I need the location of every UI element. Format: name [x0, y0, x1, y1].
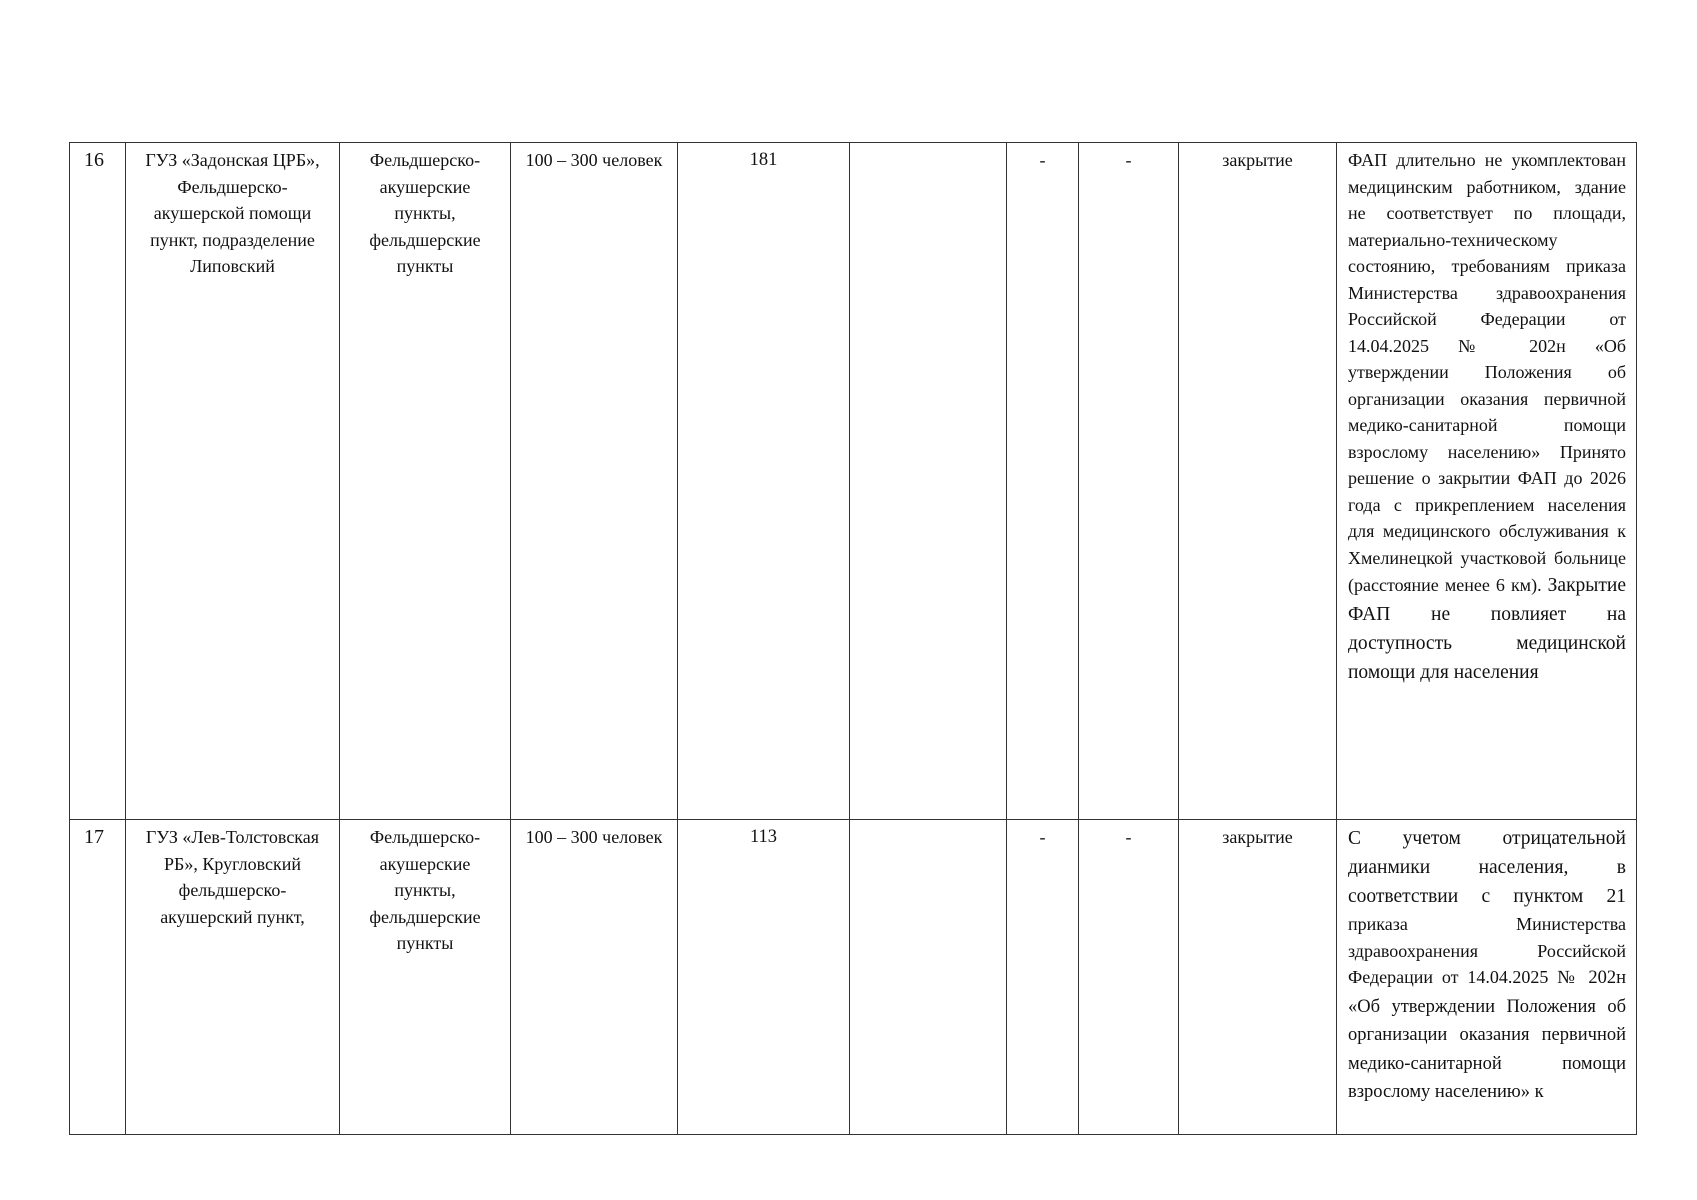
row-number: 16 [70, 143, 126, 820]
table-row [70, 820, 1637, 1135]
empty-cell [850, 143, 1007, 820]
organization-cell: ГУЗ «Лев-Толстовская РБ», Кругловский фельдшерско-акушерский пункт, [126, 820, 340, 1135]
facility-type-cell: Фельдшерско-акушерские пункты, фельдшерские пункты [340, 820, 511, 1135]
population-cell: 181 [678, 143, 850, 820]
note-text-conclusion: Закрытие ФАП не повлияет на доступность медицинской помощи для населения [1348, 575, 1627, 683]
action-cell: закрытие [1179, 143, 1337, 820]
population-range-cell: 100 – 300 человек [511, 143, 678, 820]
note-text: С учетом отрицательной дианмики населения, в соответствии с пунктом 21 [1348, 828, 1626, 907]
row-number: 17 [70, 820, 126, 1135]
dash-cell: - [1007, 820, 1079, 1135]
table-row [70, 143, 1637, 820]
note-cell [1337, 820, 1637, 1135]
dash-cell: - [1007, 143, 1079, 820]
note-text: приказа Министерства здравоохранения Российской Федерации от 14.04.2025 [1348, 914, 1626, 987]
facilities-table [69, 142, 1637, 1135]
action-cell: закрытие [1179, 820, 1337, 1135]
note-text: ФАП длительно не укомплектован медицинским работником, здание не соответствует по площади, материально-техническому состоянию, требованиям приказа Министерства здравоохранения Российской Федерации от 14.04.2025 № 202н «Об утверждении Положения об организации оказания первичной медико-санитарной помощи взрослому населению» Принято решение о закрытии ФАП до 2026 года с прикреплением населения для медицинского обслуживания к Хмелинецкой участковой больнице (расстояние менее 6 км). [1348, 150, 1626, 595]
population-range-cell: 100 – 300 человек [511, 820, 678, 1135]
empty-cell [850, 820, 1007, 1135]
facility-type-cell: Фельдшерско-акушерские пункты, фельдшерские пункты [340, 143, 511, 820]
dash-cell: - [1079, 820, 1179, 1135]
dash-cell: - [1079, 143, 1179, 820]
note-cell [1337, 143, 1637, 820]
population-cell: 113 [678, 820, 850, 1135]
organization-cell: ГУЗ «Задонская ЦРБ», Фельдшерско-акушерской помощи пункт, подразделение Липовский [126, 143, 340, 820]
note-text: № 202н «Об утверждении Положения об организации оказания первичной медико-санитарной помощи взрослому населению» к [1348, 968, 1626, 1102]
